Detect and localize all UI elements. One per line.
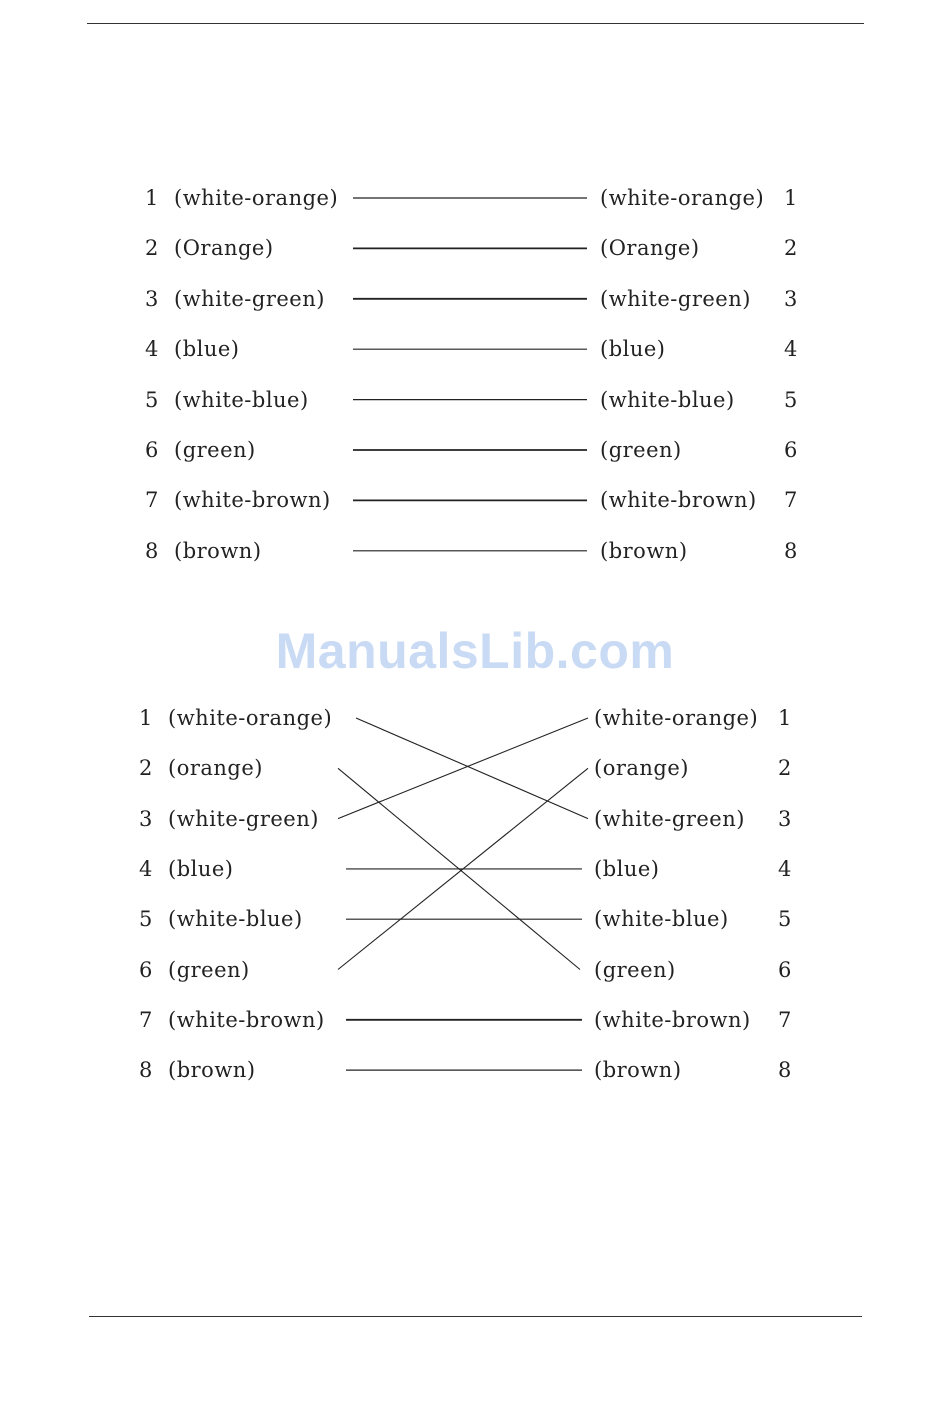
- right-wire-color-label: (white-blue): [600, 387, 735, 412]
- left-wire-color-label: (white-blue): [174, 387, 309, 412]
- left-pin-number: 2: [145, 236, 159, 261]
- right-wire-color-label: (Orange): [600, 236, 700, 261]
- right-wire-color-label: (white-brown): [594, 1007, 751, 1032]
- right-wire-color-label: (green): [594, 957, 676, 982]
- left-pin-number: 1: [139, 706, 153, 730]
- straight-through-wiring-diagram: [0, 170, 950, 580]
- left-pin-number: 4: [145, 337, 159, 362]
- wire-pin-3-to-pin-1: [338, 718, 588, 819]
- left-wire-color-label: (green): [168, 957, 250, 982]
- right-pin-number: 4: [778, 856, 792, 881]
- wire-connections: [0, 170, 950, 580]
- left-pin-number: 6: [139, 957, 153, 982]
- left-wire-color-label: (brown): [168, 1058, 256, 1083]
- left-pin-number: 2: [139, 756, 153, 781]
- right-pin-number: 2: [778, 756, 792, 781]
- bottom-rule: [89, 1316, 862, 1317]
- left-wire-color-label: (white-blue): [168, 907, 303, 932]
- right-pin-number: 6: [778, 957, 792, 982]
- left-wire-color-label: (white-green): [168, 806, 319, 831]
- right-wire-color-label: (white-green): [600, 286, 751, 311]
- left-wire-color-label: (blue): [174, 337, 240, 362]
- crossover-wiring-diagram: [0, 690, 950, 1100]
- left-wire-color-label: (green): [174, 438, 256, 462]
- left-pin-number: 7: [145, 488, 159, 513]
- left-wire-color-label: (brown): [174, 538, 262, 563]
- top-rule: [87, 23, 864, 24]
- right-pin-number: 6: [784, 438, 798, 462]
- right-pin-number: 1: [784, 186, 798, 210]
- left-wire-color-label: (Orange): [174, 236, 274, 261]
- right-pin-number: 7: [784, 488, 798, 513]
- right-wire-color-label: (brown): [600, 538, 688, 563]
- right-pin-number: 2: [784, 236, 798, 261]
- right-wire-color-label: (blue): [594, 856, 660, 881]
- right-wire-color-label: (orange): [594, 756, 689, 781]
- right-wire-color-label: (blue): [600, 337, 666, 362]
- left-wire-color-label: (white-brown): [168, 1007, 325, 1032]
- right-pin-number: 8: [778, 1058, 792, 1083]
- left-pin-number: 5: [139, 907, 153, 932]
- right-wire-color-label: (white-orange): [600, 186, 765, 210]
- left-wire-color-label: (white-brown): [174, 488, 331, 513]
- right-wire-color-label: (white-green): [594, 806, 745, 831]
- left-pin-number: 1: [145, 186, 159, 210]
- right-pin-number: 5: [778, 907, 792, 932]
- right-wire-color-label: (white-blue): [594, 907, 729, 932]
- right-pin-number: 8: [784, 538, 798, 563]
- left-wire-color-label: (blue): [168, 856, 234, 881]
- watermark: ManualsLib.com: [275, 623, 675, 679]
- right-wire-color-label: (white-brown): [600, 488, 757, 513]
- left-wire-color-label: (orange): [168, 756, 263, 781]
- right-pin-number: 1: [778, 706, 792, 730]
- left-pin-number: 8: [139, 1058, 153, 1083]
- right-pin-number: 5: [784, 387, 798, 412]
- left-pin-number: 7: [139, 1007, 153, 1032]
- left-pin-number: 3: [145, 286, 159, 311]
- right-pin-number: 3: [784, 286, 798, 311]
- wire-pin-1-to-pin-3: [356, 718, 588, 819]
- left-pin-number: 5: [145, 387, 159, 412]
- right-wire-color-label: (brown): [594, 1058, 682, 1083]
- left-wire-color-label: (white-green): [174, 286, 325, 311]
- left-wire-color-label: (white-orange): [168, 706, 333, 730]
- right-wire-color-label: (green): [600, 438, 682, 462]
- right-wire-color-label: (white-orange): [594, 706, 759, 730]
- right-pin-number: 3: [778, 806, 792, 831]
- left-pin-number: 8: [145, 538, 159, 563]
- left-pin-number: 4: [139, 856, 153, 881]
- wire-connections: [0, 690, 950, 1100]
- left-wire-color-label: (white-orange): [174, 186, 339, 210]
- right-pin-number: 7: [778, 1007, 792, 1032]
- right-pin-number: 4: [784, 337, 798, 362]
- left-pin-number: 6: [145, 438, 159, 462]
- left-pin-number: 3: [139, 806, 153, 831]
